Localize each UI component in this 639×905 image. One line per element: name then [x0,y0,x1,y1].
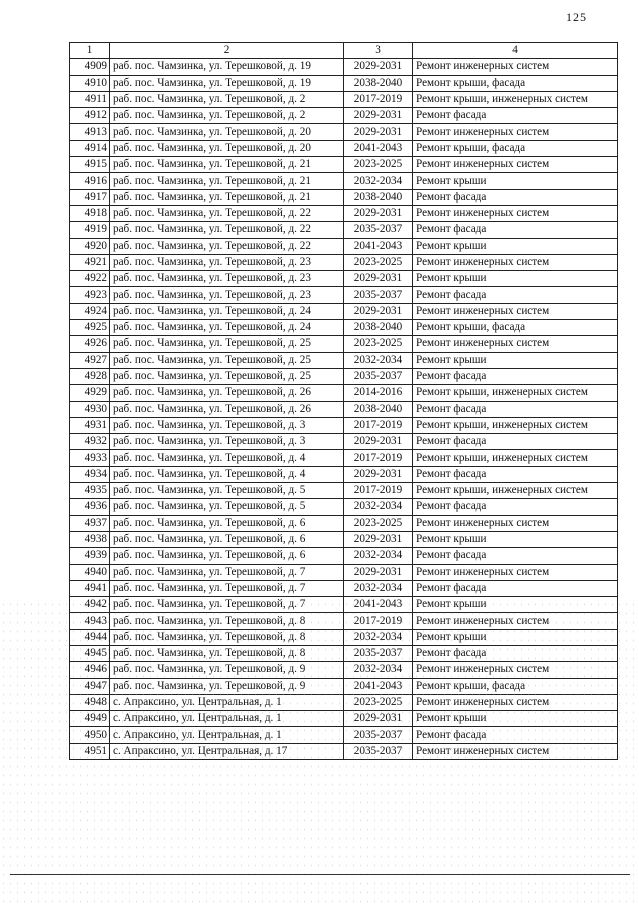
period-cell: 2035-2037 [344,645,413,661]
table-row [70,222,618,238]
period-cell: 2029-2031 [344,531,413,547]
table-row [70,580,618,596]
page-bottom-rule [10,874,630,875]
work-type-cell: Ремонт фасада [413,548,618,564]
address-cell: раб. пос. Чамзинка, ул. Терешковой, д. 21 [110,157,344,173]
work-type-cell: Ремонт фасада [413,401,618,417]
period-cell: 2029-2031 [344,205,413,221]
row-number-cell: 4945 [70,645,110,661]
row-number-cell: 4929 [70,385,110,401]
address-cell: раб. пос. Чамзинка, ул. Терешковой, д. 20 [110,140,344,156]
header-col-1: 1 [70,43,110,59]
table-row [70,515,618,531]
period-cell: 2032-2034 [344,629,413,645]
table-row [70,320,618,336]
table-row [70,368,618,384]
period-cell: 2017-2019 [344,613,413,629]
address-cell: с. Апраксино, ул. Центральная, д. 17 [110,743,344,759]
table-row [70,531,618,547]
work-type-cell: Ремонт инженерных систем [413,59,618,75]
header-col-4: 4 [413,43,618,59]
period-cell: 2014-2016 [344,385,413,401]
row-number-cell: 4949 [70,711,110,727]
work-type-cell: Ремонт крыши [413,531,618,547]
header-col-2: 2 [110,43,344,59]
address-cell: раб. пос. Чамзинка, ул. Терешковой, д. 7 [110,564,344,580]
row-number-cell: 4917 [70,189,110,205]
row-number-cell: 4921 [70,254,110,270]
address-cell: раб. пос. Чамзинка, ул. Терешковой, д. 5 [110,499,344,515]
period-cell: 2041-2043 [344,238,413,254]
row-number-cell: 4919 [70,222,110,238]
row-number-cell: 4910 [70,75,110,91]
period-cell: 2029-2031 [344,108,413,124]
table-row [70,254,618,270]
period-cell: 2029-2031 [344,434,413,450]
row-number-cell: 4930 [70,401,110,417]
address-cell: раб. пос. Чамзинка, ул. Терешковой, д. 21 [110,173,344,189]
period-cell: 2029-2031 [344,124,413,140]
address-cell: с. Апраксино, ул. Центральная, д. 1 [110,727,344,743]
address-cell: раб. пос. Чамзинка, ул. Терешковой, д. 9 [110,678,344,694]
row-number-cell: 4914 [70,140,110,156]
period-cell: 2041-2043 [344,678,413,694]
work-type-cell: Ремонт крыши, инженерных систем [413,385,618,401]
address-cell: раб. пос. Чамзинка, ул. Терешковой, д. 3 [110,434,344,450]
work-type-cell: Ремонт фасада [413,287,618,303]
address-cell: раб. пос. Чамзинка, ул. Терешковой, д. 7 [110,580,344,596]
work-type-cell: Ремонт фасада [413,727,618,743]
address-cell: раб. пос. Чамзинка, ул. Терешковой, д. 6 [110,515,344,531]
row-number-cell: 4939 [70,548,110,564]
address-cell: с. Апраксино, ул. Центральная, д. 1 [110,711,344,727]
work-type-cell: Ремонт инженерных систем [413,613,618,629]
work-type-cell: Ремонт крыши [413,597,618,613]
table-row [70,401,618,417]
row-number-cell: 4925 [70,320,110,336]
row-number-cell: 4923 [70,287,110,303]
address-cell: раб. пос. Чамзинка, ул. Терешковой, д. 6 [110,548,344,564]
row-number-cell: 4915 [70,157,110,173]
period-cell: 2023-2025 [344,254,413,270]
table-row [70,336,618,352]
table-row [70,434,618,450]
work-type-cell: Ремонт крыши, фасада [413,678,618,694]
row-number-cell: 4931 [70,417,110,433]
address-cell: раб. пос. Чамзинка, ул. Терешковой, д. 22 [110,222,344,238]
address-cell: раб. пос. Чамзинка, ул. Терешковой, д. 20 [110,124,344,140]
period-cell: 2023-2025 [344,336,413,352]
period-cell: 2035-2037 [344,222,413,238]
period-cell: 2029-2031 [344,59,413,75]
table-row [70,205,618,221]
row-number-cell: 4940 [70,564,110,580]
row-number-cell: 4943 [70,613,110,629]
address-cell: раб. пос. Чамзинка, ул. Терешковой, д. 25 [110,352,344,368]
table-row [70,238,618,254]
work-type-cell: Ремонт крыши [413,711,618,727]
address-cell: раб. пос. Чамзинка, ул. Терешковой, д. 25 [110,368,344,384]
table-row [70,157,618,173]
table-row [70,417,618,433]
work-type-cell: Ремонт инженерных систем [413,694,618,710]
work-type-cell: Ремонт инженерных систем [413,157,618,173]
period-cell: 2041-2043 [344,140,413,156]
row-number-cell: 4942 [70,597,110,613]
work-type-cell: Ремонт инженерных систем [413,662,618,678]
work-type-cell: Ремонт фасада [413,222,618,238]
table-row [70,303,618,319]
address-cell: раб. пос. Чамзинка, ул. Терешковой, д. 19 [110,75,344,91]
row-number-cell: 4912 [70,108,110,124]
period-cell: 2038-2040 [344,189,413,205]
period-cell: 2035-2037 [344,727,413,743]
work-type-cell: Ремонт фасада [413,368,618,384]
row-number-cell: 4947 [70,678,110,694]
table-header-row [70,43,618,59]
row-number-cell: 4911 [70,91,110,107]
period-cell: 2035-2037 [344,743,413,759]
work-type-cell: Ремонт крыши, инженерных систем [413,417,618,433]
address-cell: раб. пос. Чамзинка, ул. Терешковой, д. 25 [110,336,344,352]
table-row [70,499,618,515]
table-row [70,271,618,287]
work-type-cell: Ремонт инженерных систем [413,124,618,140]
work-type-cell: Ремонт крыши, инженерных систем [413,450,618,466]
period-cell: 2038-2040 [344,320,413,336]
address-cell: раб. пос. Чамзинка, ул. Терешковой, д. 4 [110,450,344,466]
period-cell: 2032-2034 [344,580,413,596]
work-type-cell: Ремонт крыши [413,352,618,368]
address-cell: раб. пос. Чамзинка, ул. Терешковой, д. 26 [110,385,344,401]
period-cell: 2029-2031 [344,711,413,727]
address-cell: раб. пос. Чамзинка, ул. Терешковой, д. 23 [110,254,344,270]
work-type-cell: Ремонт инженерных систем [413,564,618,580]
table-row [70,173,618,189]
address-cell: раб. пос. Чамзинка, ул. Терешковой, д. 22 [110,238,344,254]
period-cell: 2017-2019 [344,483,413,499]
period-cell: 2023-2025 [344,515,413,531]
address-cell: с. Апраксино, ул. Центральная, д. 1 [110,694,344,710]
work-type-cell: Ремонт фасада [413,499,618,515]
address-cell: раб. пос. Чамзинка, ул. Терешковой, д. 2 [110,91,344,107]
work-type-cell: Ремонт фасада [413,466,618,482]
work-type-cell: Ремонт инженерных систем [413,336,618,352]
work-type-cell: Ремонт фасада [413,108,618,124]
work-type-cell: Ремонт крыши [413,238,618,254]
row-number-cell: 4926 [70,336,110,352]
period-cell: 2023-2025 [344,694,413,710]
period-cell: 2038-2040 [344,401,413,417]
row-number-cell: 4920 [70,238,110,254]
row-number-cell: 4909 [70,59,110,75]
table-row [70,483,618,499]
period-cell: 2032-2034 [344,173,413,189]
period-cell: 2029-2031 [344,466,413,482]
table-row [70,140,618,156]
row-number-cell: 4951 [70,743,110,759]
table-row [70,564,618,580]
work-type-cell: Ремонт инженерных систем [413,303,618,319]
work-type-cell: Ремонт крыши, фасада [413,140,618,156]
period-cell: 2029-2031 [344,271,413,287]
work-type-cell: Ремонт крыши [413,629,618,645]
row-number-cell: 4913 [70,124,110,140]
period-cell: 2029-2031 [344,303,413,319]
work-type-cell: Ремонт фасада [413,645,618,661]
period-cell: 2023-2025 [344,157,413,173]
address-cell: раб. пос. Чамзинка, ул. Терешковой, д. 21 [110,189,344,205]
table-row [70,108,618,124]
table-row [70,548,618,564]
period-cell: 2017-2019 [344,91,413,107]
row-number-cell: 4937 [70,515,110,531]
row-number-cell: 4938 [70,531,110,547]
address-cell: раб. пос. Чамзинка, ул. Терешковой, д. 24 [110,303,344,319]
address-cell: раб. пос. Чамзинка, ул. Терешковой, д. 5 [110,483,344,499]
work-type-cell: Ремонт фасада [413,434,618,450]
row-number-cell: 4944 [70,629,110,645]
work-type-cell: Ремонт фасада [413,189,618,205]
table-row [70,385,618,401]
row-number-cell: 4918 [70,205,110,221]
row-number-cell: 4927 [70,352,110,368]
work-type-cell: Ремонт крыши, инженерных систем [413,483,618,499]
period-cell: 2038-2040 [344,75,413,91]
table-row [70,75,618,91]
work-type-cell: Ремонт крыши, инженерных систем [413,91,618,107]
address-cell: раб. пос. Чамзинка, ул. Терешковой, д. 7 [110,597,344,613]
address-cell: раб. пос. Чамзинка, ул. Терешковой, д. 19 [110,59,344,75]
address-cell: раб. пос. Чамзинка, ул. Терешковой, д. 9 [110,662,344,678]
address-cell: раб. пос. Чамзинка, ул. Терешковой, д. 26 [110,401,344,417]
work-type-cell: Ремонт крыши, фасада [413,320,618,336]
period-cell: 2041-2043 [344,597,413,613]
page-number: 125 [566,10,587,24]
row-number-cell: 4932 [70,434,110,450]
row-number-cell: 4941 [70,580,110,596]
header-col-3: 3 [344,43,413,59]
table-row [70,466,618,482]
row-number-cell: 4936 [70,499,110,515]
period-cell: 2035-2037 [344,368,413,384]
address-cell: раб. пос. Чамзинка, ул. Терешковой, д. 4 [110,466,344,482]
table-row [70,59,618,75]
table-row [70,287,618,303]
period-cell: 2032-2034 [344,352,413,368]
address-cell: раб. пос. Чамзинка, ул. Терешковой, д. 8 [110,645,344,661]
work-type-cell: Ремонт инженерных систем [413,254,618,270]
scan-noise [0,600,639,905]
row-number-cell: 4950 [70,727,110,743]
row-number-cell: 4928 [70,368,110,384]
work-type-cell: Ремонт крыши, фасада [413,75,618,91]
period-cell: 2032-2034 [344,662,413,678]
table-row [70,352,618,368]
row-number-cell: 4946 [70,662,110,678]
work-type-cell: Ремонт инженерных систем [413,205,618,221]
work-type-cell: Ремонт инженерных систем [413,743,618,759]
work-type-cell: Ремонт крыши [413,271,618,287]
row-number-cell: 4948 [70,694,110,710]
row-number-cell: 4935 [70,483,110,499]
table-row [70,91,618,107]
table-row [70,124,618,140]
row-number-cell: 4916 [70,173,110,189]
address-cell: раб. пос. Чамзинка, ул. Терешковой, д. 23 [110,287,344,303]
address-cell: раб. пос. Чамзинка, ул. Терешковой, д. 22 [110,205,344,221]
address-cell: раб. пос. Чамзинка, ул. Терешковой, д. 24 [110,320,344,336]
row-number-cell: 4924 [70,303,110,319]
address-cell: раб. пос. Чамзинка, ул. Терешковой, д. 8 [110,613,344,629]
work-type-cell: Ремонт инженерных систем [413,515,618,531]
period-cell: 2035-2037 [344,287,413,303]
period-cell: 2029-2031 [344,564,413,580]
row-number-cell: 4934 [70,466,110,482]
period-cell: 2017-2019 [344,417,413,433]
period-cell: 2032-2034 [344,499,413,515]
period-cell: 2017-2019 [344,450,413,466]
work-type-cell: Ремонт крыши [413,173,618,189]
address-cell: раб. пос. Чамзинка, ул. Терешковой, д. 6 [110,531,344,547]
address-cell: раб. пос. Чамзинка, ул. Терешковой, д. 3 [110,417,344,433]
row-number-cell: 4922 [70,271,110,287]
address-cell: раб. пос. Чамзинка, ул. Терешковой, д. 23 [110,271,344,287]
table-row [70,189,618,205]
work-type-cell: Ремонт фасада [413,580,618,596]
address-cell: раб. пос. Чамзинка, ул. Терешковой, д. 8 [110,629,344,645]
address-cell: раб. пос. Чамзинка, ул. Терешковой, д. 2 [110,108,344,124]
table-row [70,450,618,466]
period-cell: 2032-2034 [344,548,413,564]
row-number-cell: 4933 [70,450,110,466]
